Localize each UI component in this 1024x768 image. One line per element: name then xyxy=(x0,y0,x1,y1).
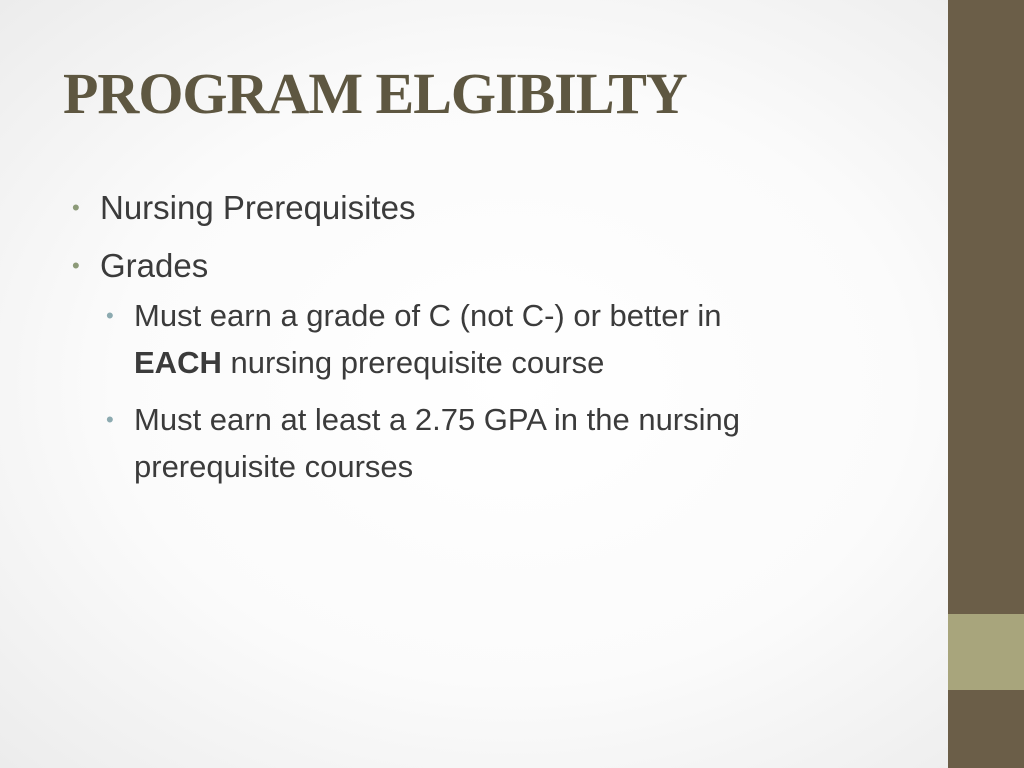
slide-body xyxy=(72,188,872,500)
sub-bullet-text xyxy=(134,292,872,386)
bullet-dot: • xyxy=(72,195,80,220)
sub-bullet-grade-c xyxy=(106,292,872,386)
sub-bullet-line1: Must earn a grade of C (not C-) or better in xyxy=(134,298,722,333)
emphasis-each: EACH xyxy=(134,345,222,380)
slide-title: PROGRAM ELGIBILTY xyxy=(63,61,687,126)
bullet-grades xyxy=(72,246,872,286)
bullet-text: Nursing Prerequisites xyxy=(100,189,416,226)
sub-bullet-gpa xyxy=(106,396,872,490)
bullet-dot: • xyxy=(106,303,114,328)
sidebar-accent-block xyxy=(948,614,1024,690)
bullet-nursing-prerequisites xyxy=(72,188,872,228)
sub-bullet-line2: nursing prerequisite course xyxy=(221,345,605,380)
sub-bullet-text: Must earn at least a 2.75 GPA in the nursing prerequisite courses xyxy=(134,402,740,484)
bullet-dot: • xyxy=(72,253,80,278)
bullet-dot: • xyxy=(106,407,114,432)
bullet-text: Grades xyxy=(100,247,209,284)
